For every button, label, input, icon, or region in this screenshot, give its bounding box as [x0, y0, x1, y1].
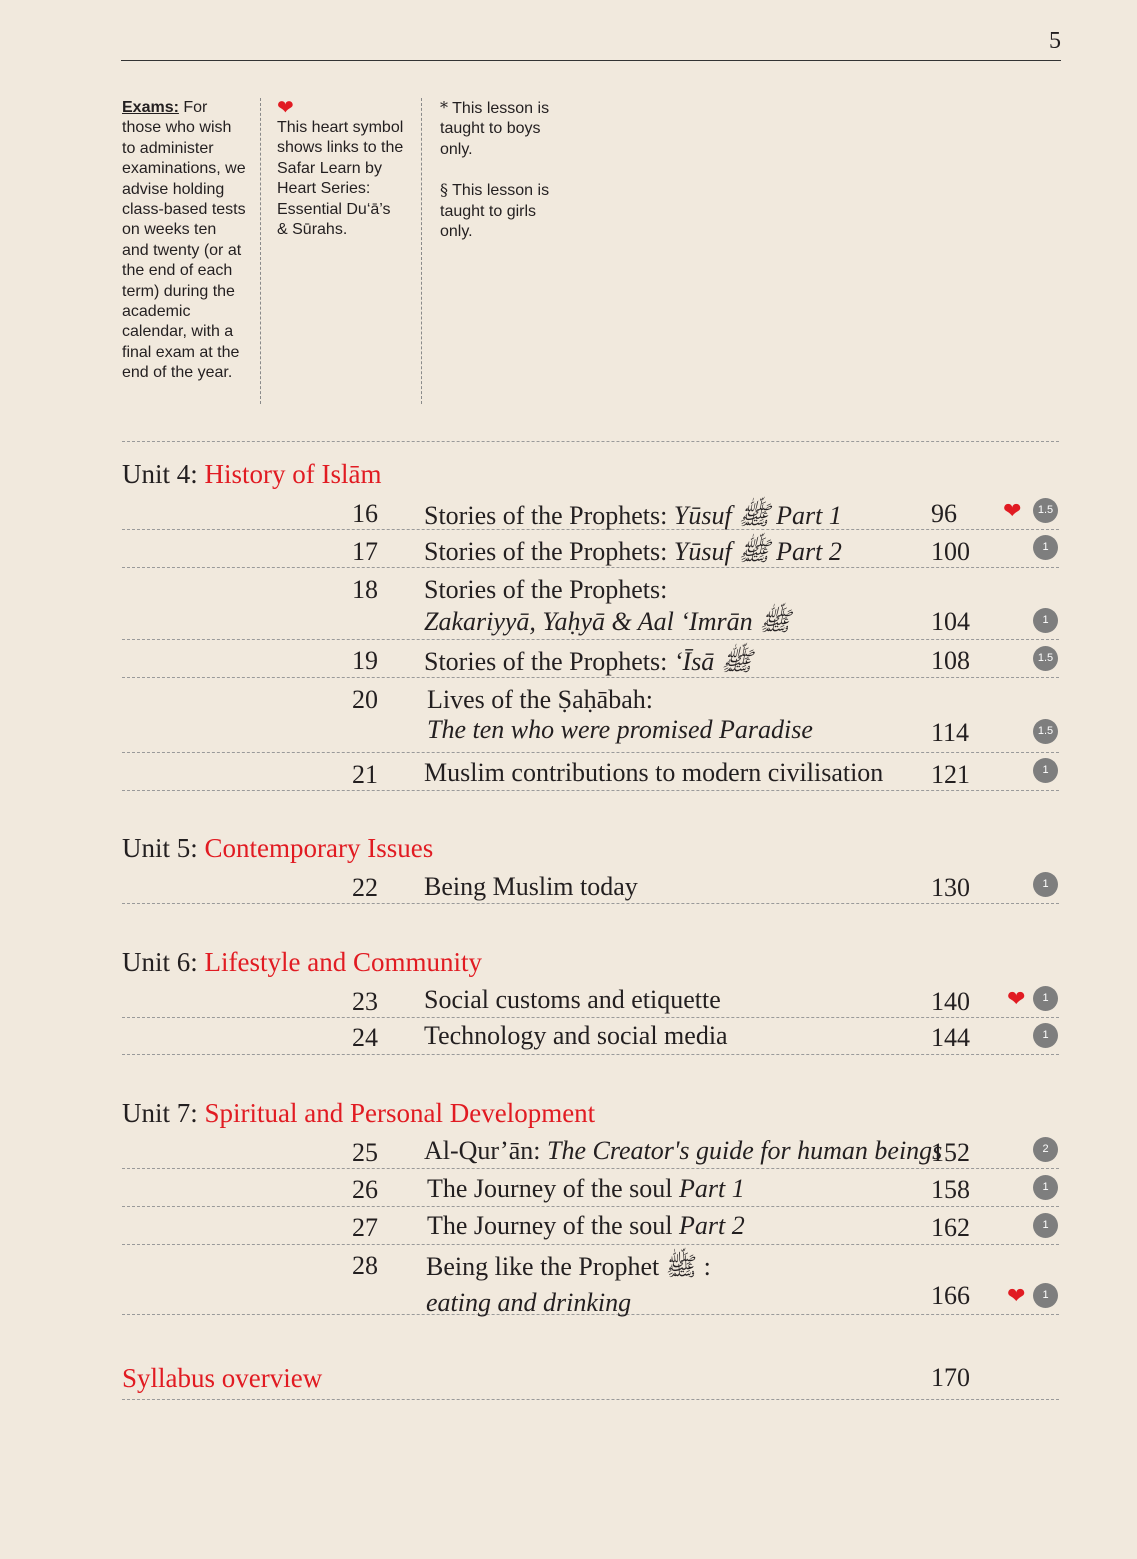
lesson-title: Muslim contributions to modern civilisation: [424, 758, 884, 787]
duration-badge: 1: [1033, 1213, 1058, 1238]
syllabus-overview-title: Syllabus overview: [122, 1363, 323, 1393]
lesson-number: 28: [352, 1251, 378, 1280]
heart-icon: ❤: [277, 97, 294, 119]
duration-badge: 1: [1033, 872, 1058, 897]
boys-note-text: This lesson is taught to boys only.: [440, 100, 550, 158]
lesson-row[interactable]: [122, 639, 1059, 678]
lesson-number: 22: [352, 873, 378, 902]
lesson-number: 19: [352, 646, 378, 675]
lesson-title: Being like the Prophet ﷺ : eating and drinking: [426, 1252, 711, 1317]
duration-badge: 2: [1033, 1137, 1058, 1162]
unit-title: Spiritual and Personal Development: [204, 1098, 596, 1128]
heart-note: [261, 98, 422, 404]
section-divider: [122, 441, 1059, 442]
section-symbol: §: [440, 180, 448, 200]
lesson-page: 114: [931, 718, 970, 747]
lesson-page: 108: [931, 646, 970, 675]
exams-note: [122, 98, 261, 404]
unit-heading: [122, 1098, 595, 1129]
duration-badge: 1: [1033, 608, 1058, 633]
lesson-row[interactable]: [122, 495, 1059, 530]
lesson-row[interactable]: [122, 752, 1059, 791]
lesson-number: 18: [352, 575, 378, 604]
lesson-title: Stories of the Prophets: ‘Īsā ﷺ: [424, 647, 753, 676]
lesson-number: 26: [352, 1175, 378, 1204]
unit-heading: [122, 947, 482, 978]
heart-icon: ❤: [1007, 986, 1026, 1011]
unit-label: Unit 7:: [122, 1098, 198, 1128]
duration-badge: 1: [1033, 1283, 1058, 1308]
duration-badge: 1: [1033, 986, 1058, 1011]
syllabus-overview-page: 170: [931, 1363, 970, 1392]
lesson-row[interactable]: [122, 1017, 1059, 1055]
lesson-page: 100: [931, 537, 970, 566]
girls-note-text: This lesson is taught to girls only.: [440, 182, 550, 241]
lesson-title: Technology and social media: [424, 1021, 728, 1050]
lesson-number: 23: [352, 987, 378, 1016]
lesson-title: Being Muslim today: [424, 872, 638, 901]
lesson-page: 162: [931, 1213, 970, 1242]
lesson-page: 166: [931, 1281, 970, 1310]
asterisk-symbol: *: [440, 98, 448, 117]
lesson-number: 21: [352, 760, 378, 789]
duration-badge: 1.5: [1033, 498, 1058, 523]
lesson-page: 158: [931, 1175, 970, 1204]
girls-note: [440, 180, 550, 242]
lesson-row[interactable]: [122, 1244, 1059, 1315]
duration-badge: 1.5: [1033, 719, 1058, 744]
lesson-number: 24: [352, 1023, 378, 1052]
lesson-number: 20: [352, 685, 378, 714]
heart-icon: ❤: [1003, 498, 1022, 523]
notes-panel: [122, 98, 550, 404]
unit-heading: [122, 833, 433, 864]
lesson-number: 17: [352, 537, 378, 566]
lesson-title: Social customs and etiquette: [424, 985, 721, 1014]
unit-label: Unit 5:: [122, 833, 198, 863]
lesson-page: 104: [931, 607, 970, 636]
lesson-row[interactable]: [122, 567, 1059, 640]
unit-heading: [122, 459, 382, 490]
unit-title: Lifestyle and Community: [204, 947, 482, 977]
lesson-number: 16: [352, 499, 378, 528]
unit-title: Contemporary Issues: [204, 833, 434, 863]
lesson-number: 25: [352, 1138, 378, 1167]
lesson-title: Stories of the Prophets: Zakariyyā, Yaḥyā & Aal ‘Imrān ﷺ: [424, 575, 791, 636]
symbols-note: [422, 98, 550, 404]
lesson-row[interactable]: [122, 1133, 1059, 1169]
lesson-number: 27: [352, 1213, 378, 1242]
lesson-title: Stories of the Prophets: Yūsuf ﷺ Part 1: [424, 501, 842, 530]
lesson-page: 152: [931, 1138, 970, 1167]
duration-badge: 1: [1033, 1175, 1058, 1200]
duration-badge: 1: [1033, 535, 1058, 560]
unit-label: Unit 6:: [122, 947, 198, 977]
duration-badge: 1: [1033, 1023, 1058, 1048]
duration-badge: 1.5: [1033, 646, 1058, 671]
exams-label: Exams:: [122, 99, 179, 116]
lesson-title: Al-Qur’ān: The Creator's guide for human beings: [424, 1136, 943, 1165]
exams-text: For those who wish to administer examinations, we advise holding class-based tests on weeks ten and twenty (or at the end of each term) during the academic calendar, with a final exam at the end of the year.: [122, 99, 246, 382]
lesson-page: 121: [931, 760, 970, 789]
lesson-title: The Journey of the soul Part 2: [427, 1211, 745, 1240]
lesson-page: 144: [931, 1023, 970, 1052]
page-number: 5: [1049, 28, 1061, 54]
lesson-title: Lives of the Ṣaḥābah: The ten who were promised Paradise: [427, 685, 813, 744]
lesson-title: Stories of the Prophets: Yūsuf ﷺ Part 2: [424, 537, 842, 566]
unit-title: History of Islām: [204, 459, 382, 489]
lesson-row[interactable]: [122, 982, 1059, 1018]
lesson-row[interactable]: [122, 1206, 1059, 1245]
lesson-row[interactable]: [122, 677, 1059, 753]
top-rule: [121, 60, 1061, 61]
duration-badge: 1: [1033, 758, 1058, 783]
unit-label: Unit 4:: [122, 459, 198, 489]
lesson-page: 140: [931, 987, 970, 1016]
lesson-row[interactable]: [122, 868, 1059, 904]
lesson-row[interactable]: [122, 529, 1059, 568]
lesson-page: 96: [931, 499, 957, 528]
boys-note: [440, 98, 550, 160]
heart-note-text: This heart symbol shows links to the Safar Learn by Heart Series: Essential Du‘ā’s & Sūrahs.: [277, 119, 404, 239]
heart-icon: ❤: [1007, 1283, 1026, 1308]
syllabus-overview-row[interactable]: [122, 1357, 1059, 1400]
lesson-page: 130: [931, 873, 970, 902]
lesson-title: The Journey of the soul Part 1: [427, 1174, 745, 1203]
lesson-row[interactable]: [122, 1168, 1059, 1207]
